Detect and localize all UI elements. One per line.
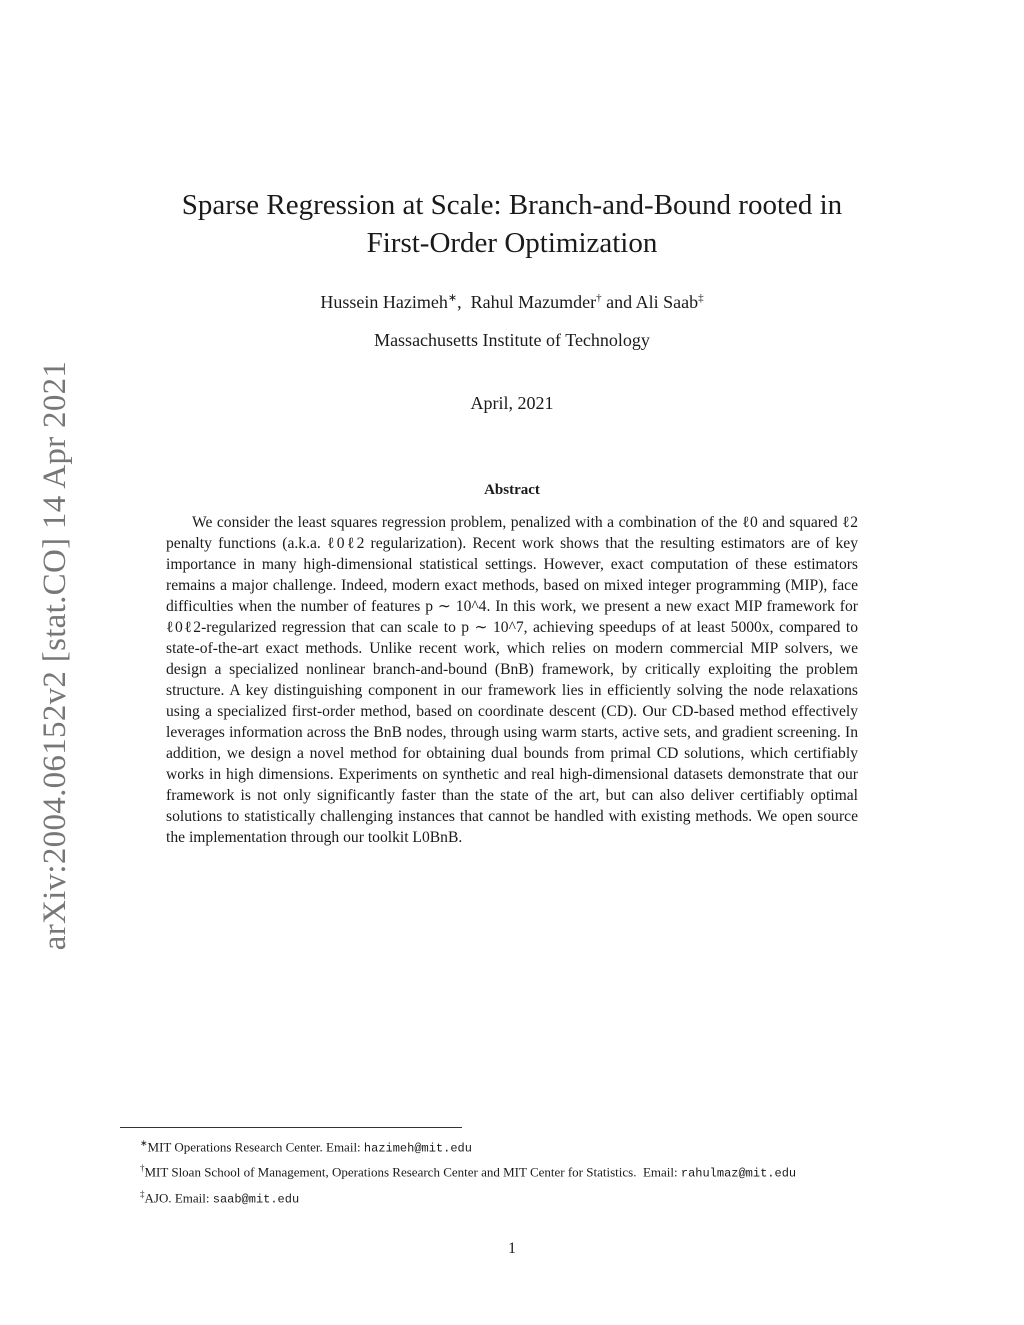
title-line-2: First-Order Optimization xyxy=(366,227,658,259)
email-link[interactable]: saab@mit.edu xyxy=(212,1191,300,1206)
footnote-mark: † xyxy=(140,1163,145,1174)
affiliation: Massachusetts Institute of Technology xyxy=(374,330,650,350)
abstract-heading: Abstract xyxy=(484,482,540,498)
email-link[interactable]: hazimeh@mit.edu xyxy=(363,1141,472,1156)
author-separator: , xyxy=(457,292,471,312)
footnotes xyxy=(120,1133,905,1209)
footnote-mark: ∗ xyxy=(140,1138,148,1148)
author-footnote-mark: ‡ xyxy=(698,292,704,304)
page-number: 1 xyxy=(508,1240,516,1257)
abstract-body: We consider the least squares regression problem, penalized with a combination of the ℓ0 and squared ℓ2 penalty functions (a.k.a. ℓ0ℓ2 regularization). Recent work shows that the resulting estimators are of key importance in many high-dimensional statistical settings. However, exact computation of these estimators remains a major challenge. Indeed, modern exact methods, based on mixed integer programming (MIP), face difficulties when the number of features p ∼ 10^4. In this work, we present a new exact MIP framework for ℓ0ℓ2-regularized regression that can scale to p ∼ 10^7, achieving speedups of at least 5000x, compared to state-of-the-art exact methods. Unlike recent work, which relies on modern commercial MIP solvers, we design a specialized nonlinear branch-and-bound (BnB) framework, by critically exploiting the problem structure. A key distinguishing component in our framework lies in efficiently solving the node relaxations using a specialized first-order method, based on coordinate descent (CD). Our CD-based method effectively leverages information across the BnB nodes, through using warm starts, active sets, and gradient screening. In addition, we design a novel method for obtaining dual bounds from primal CD solutions, which certifiably works in high dimensions. Experiments on synthetic and real high-dimensional datasets demonstrate that our framework is not only significantly faster than the state of the art, but can also deliver certifiably optimal solutions to statistically challenging instances that cannot be handled with existing methods. We open source the implementation through our toolkit L0BnB. xyxy=(166,514,858,846)
footnote-item xyxy=(120,1184,905,1209)
footnote-text: MIT Operations Research Center. Email: xyxy=(147,1139,364,1155)
author-list xyxy=(0,287,1024,313)
author-footnote-mark: † xyxy=(596,292,602,304)
publication-date: April, 2021 xyxy=(470,393,554,413)
author-name: Ali Saab xyxy=(635,292,699,312)
author-separator: and xyxy=(601,292,636,312)
footnote-text: AJO. Email: xyxy=(144,1189,213,1205)
author-footnote-mark: ∗ xyxy=(447,292,458,304)
footnote-text: MIT Sloan School of Management, Operations Research Center and MIT Center for Statistics. Email: xyxy=(144,1164,681,1180)
paper-title xyxy=(0,186,1024,262)
arxiv-identifier: arXiv:2004.06152v2 [stat.CO] 14 Apr 2021 xyxy=(37,360,74,950)
footnote-item xyxy=(120,1158,905,1183)
title-line-1: Sparse Regression at Scale: Branch-and-Bound rooted in xyxy=(181,189,843,221)
footnote-item xyxy=(120,1133,905,1158)
footnote-mark: ‡ xyxy=(140,1188,145,1199)
author-name: Rahul Mazumder xyxy=(470,292,597,312)
author-name: Hussein Hazimeh xyxy=(320,292,448,312)
email-link[interactable]: rahulmaz@mit.edu xyxy=(680,1166,797,1181)
footnote-divider xyxy=(120,1127,462,1128)
arxiv-sidebar-stamp xyxy=(34,355,78,955)
